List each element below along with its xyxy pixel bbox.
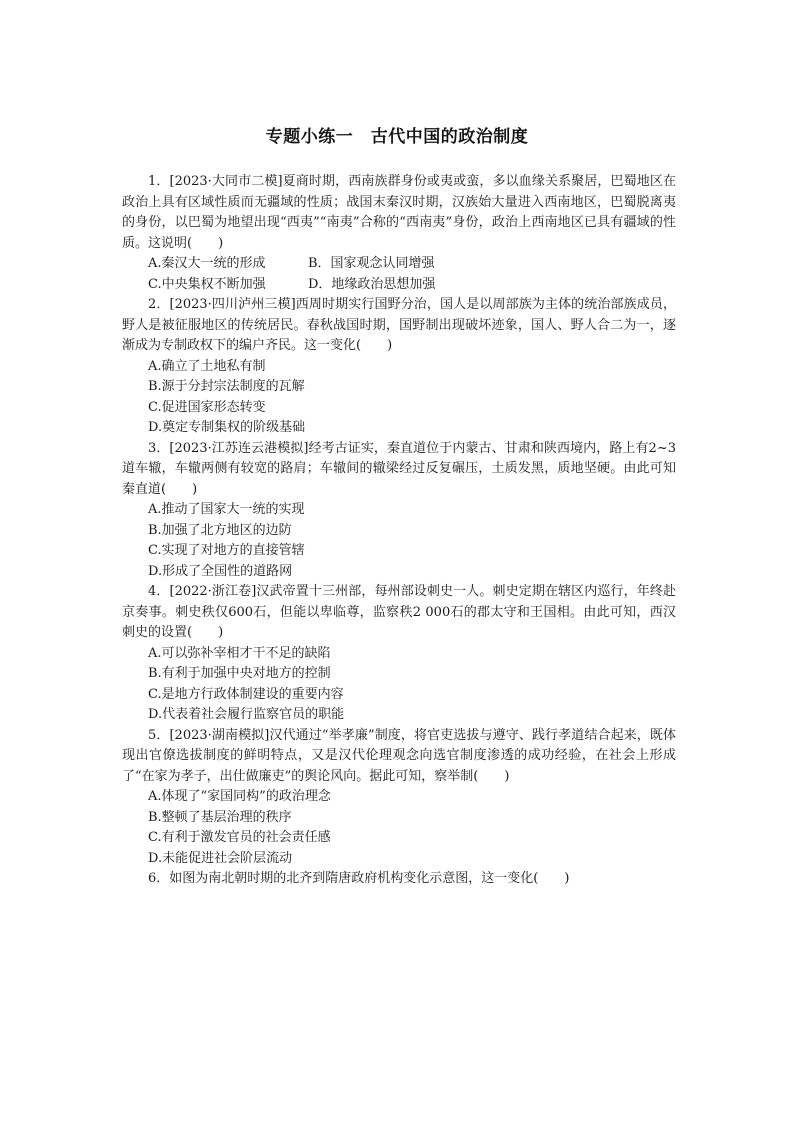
page-title: 专题小练一 古代中国的政治制度 (265, 127, 529, 147)
option-a[interactable]: A.推动了国家大一统的实现 (148, 502, 305, 517)
option-c[interactable]: C.有利于激发官员的社会责任感 (148, 830, 331, 845)
option-c[interactable]: C.促进国家形态转变 (148, 399, 266, 415)
option-d[interactable]: D.未能促进社会阶层流动 (148, 850, 293, 866)
option-a[interactable]: A.可以弥补宰相才干不足的缺陷 (148, 645, 331, 661)
question-3 (122, 439, 676, 583)
question-1 (122, 172, 676, 295)
option-c[interactable]: C.实现了对地方的直接管辖 (148, 543, 305, 558)
question-stem: 2．[2023·四川泸州三模]西周时期实行国野分治，国人是以周部族为主体的统治部族成员，野人是被征服地区的传统居民。春秋战国时期，国野制出现破坏迹象，国人、野人合二为一，逐渐成为专制政权下的编户齐民。这一变化( ) (122, 297, 676, 353)
option-d[interactable]: D.奠定专制集权的阶级基础 (148, 420, 306, 435)
question-stem: 1．[2023·大同市二模]夏商时期，西南族群身份或夷或蛮，多以血缘关系聚居，巴蜀地区在政治上具有区域性质而无疆域的性质；战国末秦汉时期，汉族始大量进入西南地区，巴蜀脱离夷的身份，以巴蜀为地望出现“西夷”“南夷”合称的“西南夷”身份，政治上西南地区已具有疆域的性质。这说明( ) (122, 174, 676, 251)
question-list (122, 172, 676, 890)
question-stem: 6．如图为南北朝时期的北齐到隋唐政府机构变化示意图，这一变化( ) (148, 871, 570, 886)
question-options (122, 357, 676, 439)
option-d[interactable]: D．地缘政治思想加强 (308, 276, 436, 292)
option-b[interactable]: B.源于分封宗法制度的瓦解 (148, 379, 305, 394)
option-b[interactable]: B.有利于加强中央对地方的控制 (148, 666, 331, 681)
option-c[interactable]: C.中央集权不断加强 (148, 276, 266, 292)
option-b[interactable]: B.加强了北方地区的边防 (148, 522, 292, 538)
option-a[interactable]: A.体现了“家国同构”的政治理念 (148, 789, 331, 804)
question-stem: 3．[2023·江苏连云港模拟]经考古证实，秦直道位于内蒙古、甘肃和陕西境内，路上有2~3道车辙，车辙两侧有较宽的路肩；车辙间的辙梁经过反复碾压，土质发黑，质地坚硬。由此可知秦直道( ) (122, 440, 676, 497)
option-c[interactable]: C.是地方行政体制建设的重要内容 (148, 686, 344, 702)
question-options (122, 644, 676, 726)
question-options (122, 254, 676, 295)
question-options (122, 500, 676, 582)
question-4 (122, 582, 676, 726)
question-6 (122, 869, 676, 890)
option-a[interactable]: A.确立了土地私有制 (148, 358, 266, 374)
option-a[interactable]: A.秦汉大一统的形成 (148, 256, 266, 271)
question-5 (122, 726, 676, 870)
option-b[interactable]: B.整顿了基层治理的秩序 (148, 809, 292, 825)
question-options (122, 787, 676, 869)
question-stem: 5．[2023·湖南模拟]汉代通过“举孝廉”制度，将官吏选拔与遵守、践行孝道结合起来，既体现出官僚选拔制度的鲜明特点，又是汉代伦理观念向选官制度渗透的成功经验，在社会上形成了“在家为孝子，出仕做廉吏”的舆论风向。据此可知，察举制( ) (122, 727, 676, 784)
option-b[interactable]: B．国家观念认同增强 (308, 256, 435, 271)
question-stem: 4．[2022·浙江卷]汉武帝置十三州部，每州部设刺史一人。刺史定期在辖区内巡行，年终赴京奏事。刺史秩仅600石，但能以卑临尊，监察秩2 000石的郡太守和王国相。由此可知，西汉刺史的设置( ) (122, 584, 676, 640)
option-d[interactable]: D.形成了全国性的道路网 (148, 563, 293, 579)
option-d[interactable]: D.代表着社会履行监察官员的职能 (148, 707, 345, 722)
question-2 (122, 295, 676, 439)
